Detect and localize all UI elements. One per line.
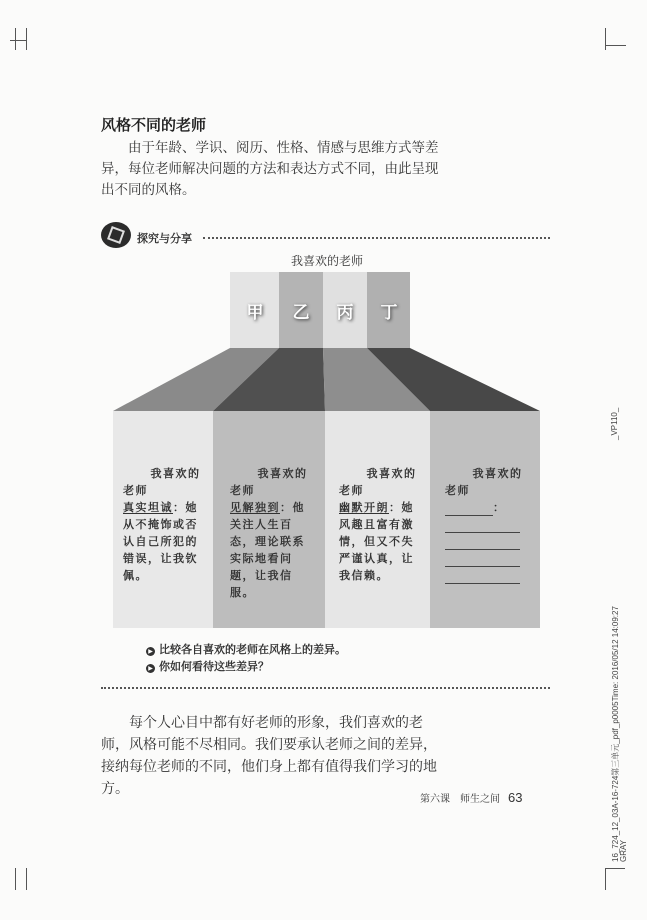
arrow-bullet-icon: ▶ [146, 664, 155, 673]
question-item: ▶ 比较各自喜欢的老师在风格上的差异。 [146, 641, 346, 657]
fill-in-line[interactable] [445, 567, 520, 584]
column-text-ding: 我喜欢的老师 ： [445, 465, 530, 584]
print-code: _VP110_ [610, 407, 619, 440]
column-text-jia: 我喜欢的老师 真实坦诚：她从不掩饰或否认自己所犯的错误，让我钦佩。 [123, 467, 201, 582]
trait: 见解独到 [230, 501, 280, 514]
lesson-title: 第六课 师生之间 [420, 794, 500, 805]
label-yi: 乙 [292, 303, 310, 323]
conclusion-paragraph: 每个人心目中都有好老师的形象，我们喜欢的老师，风格可能不尽相同。我们要承认老师之间的差异，接纳每位老师的不同，他们身上都有值得我们学习的地方。 [101, 715, 437, 797]
activity-label: 探究与分享 [137, 232, 192, 245]
column-text-bing: 我喜欢的老师 幽默开朗：她风趣且富有激情，但又不失严谨认真，让我信赖。 [339, 467, 417, 582]
diagram-title: 我喜欢的老师 [290, 254, 363, 268]
print-file-info: 16_724_12_03A-16-724第三单元_pdf_p0005Time: 2016/05/12 14:09:27 [611, 606, 620, 862]
arrow-bullet-icon: ▶ [146, 647, 155, 656]
dotted-divider [101, 687, 550, 689]
column-text-yi: 我喜欢的老师 见解独到：他关注人生百态，理论联系实际地看问题，让我信服。 [230, 467, 308, 599]
page-number: 63 [508, 790, 523, 805]
fill-in-line[interactable] [445, 516, 520, 533]
label-bing: 丙 [336, 303, 354, 323]
intro-paragraph: 由于年龄、学识、阅历、性格、情感与思维方式等差异，每位老师解决问题的方法和表达方式不同，由此呈现出不同的风格。 [101, 140, 439, 198]
print-color-mode: GRAY [619, 839, 628, 862]
fill-in-line[interactable] [445, 533, 520, 550]
question-item: ▶ 你如何看待这些差异？ [146, 658, 269, 674]
label-ding: 丁 [380, 303, 398, 323]
section-title: 风格不同的老师 [101, 116, 207, 134]
label-jia: 甲 [246, 303, 264, 323]
fill-in-line[interactable] [445, 550, 520, 567]
page-footer [420, 790, 522, 805]
fill-in-blank[interactable] [445, 504, 493, 516]
trait: 幽默开朗 [339, 501, 389, 514]
trait: 真实坦诚 [123, 501, 173, 514]
